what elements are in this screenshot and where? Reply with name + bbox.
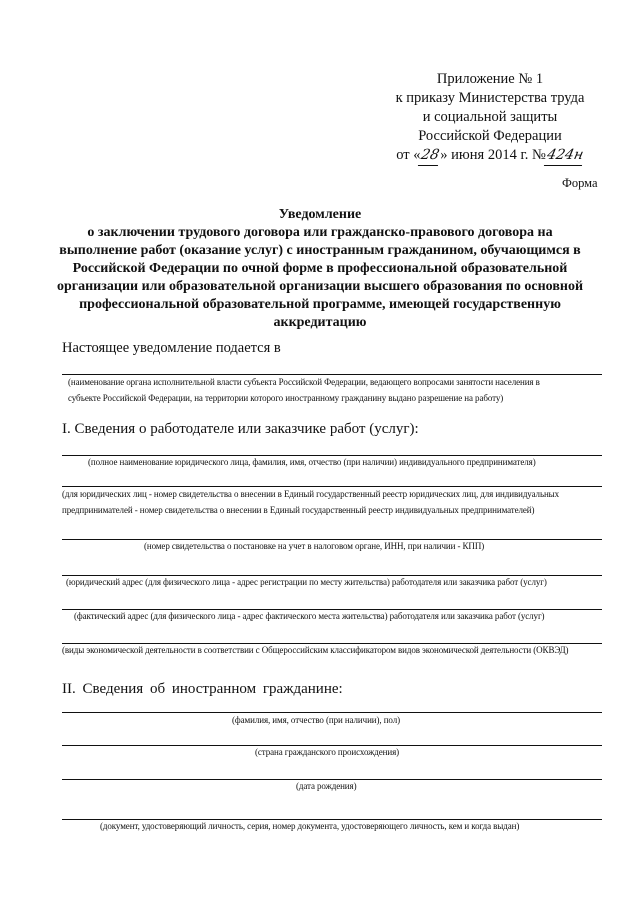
appendix-line: Приложение № 1 bbox=[436, 71, 544, 87]
title-line: профессиональной образовательной программе, имеющей государственную bbox=[79, 297, 561, 312]
citizenship-caption: (страна гражданского происхождения) bbox=[255, 747, 400, 757]
actual-address-caption: (фактический адрес (для физического лица - адрес фактического места жительства) работодателя или заказчика работ (услуг) bbox=[74, 611, 545, 621]
section-2-heading: II. Сведения об иностранном гражданине: bbox=[62, 681, 343, 697]
order-date-line bbox=[360, 146, 620, 166]
title-line: Уведомление bbox=[278, 207, 362, 222]
handwritten-order-number: 424н bbox=[544, 146, 586, 166]
form-label: Форма bbox=[562, 176, 598, 190]
title-line: аккредитацию bbox=[273, 315, 367, 330]
authority-caption: (наименование органа исполнительной власти субъекта Российской Федерации, ведающего вопросами занятости населения в bbox=[68, 377, 540, 387]
legal-address-caption: (юридический адрес (для физического лица - адрес регистрации по месту жительства) работодателя или заказчика работ (услуг) bbox=[66, 577, 547, 587]
title-line: Российской Федерации по очной форме в профессиональной образовательной bbox=[72, 261, 568, 276]
intro-text: Настоящее уведомление подается в bbox=[62, 340, 281, 356]
registration-caption: предпринимателей - номер свидетельства о внесении в Единый государственный реестр индивидуальных предпринимателей) bbox=[62, 505, 535, 515]
title-line: организации или образовательной организации высшего образования по основной bbox=[56, 279, 584, 294]
identity-document-caption: (документ, удостоверяющий личность, серия, номер документа, удостоверяющего личность, кем и когда выдан) bbox=[100, 821, 520, 831]
appendix-line: и социальной защиты bbox=[422, 109, 558, 125]
document-title bbox=[40, 206, 600, 332]
section-1-heading: I. Сведения о работодателе или заказчике работ (услуг): bbox=[62, 421, 419, 437]
appendix-header bbox=[360, 70, 620, 166]
birth-date-caption: (дата рождения) bbox=[296, 781, 357, 791]
title-line: выполнение работ (оказание услуг) с иностранным гражданином, обучающимся в bbox=[59, 243, 581, 258]
appendix-line: Российской Федерации bbox=[418, 128, 562, 144]
title-line: о заключении трудового договора или гражданско-правового договора на bbox=[87, 225, 553, 240]
registration-caption: (для юридических лиц - номер свидетельства о внесении в Единый государственный реестр юридических лиц, для индивидуальных bbox=[62, 489, 560, 499]
okved-caption: (виды экономической деятельности в соответствии с Общероссийским классификатором видов экономической деятельности (ОКВЭД) bbox=[62, 645, 569, 655]
handwritten-day: 28 bbox=[418, 146, 442, 166]
date-prefix: от « bbox=[396, 147, 421, 163]
appendix-line: к приказу Министерства труда bbox=[395, 90, 585, 106]
authority-caption: субъекте Российской Федерации, на территории которого иностранному гражданину выдано разрешение на работу) bbox=[68, 393, 504, 403]
tax-registration-caption: (номер свидетельства о постановке на учет в налоговом органе, ИНН, при наличии - КПП) bbox=[144, 541, 485, 551]
foreigner-name-caption: (фамилия, имя, отчество (при наличии), пол) bbox=[232, 715, 400, 725]
employer-name-caption: (полное наименование юридического лица, фамилия, имя, отчество (при наличии) индивидуального предпринимателя) bbox=[88, 457, 536, 467]
date-middle: » июня 2014 г. № bbox=[440, 147, 546, 163]
